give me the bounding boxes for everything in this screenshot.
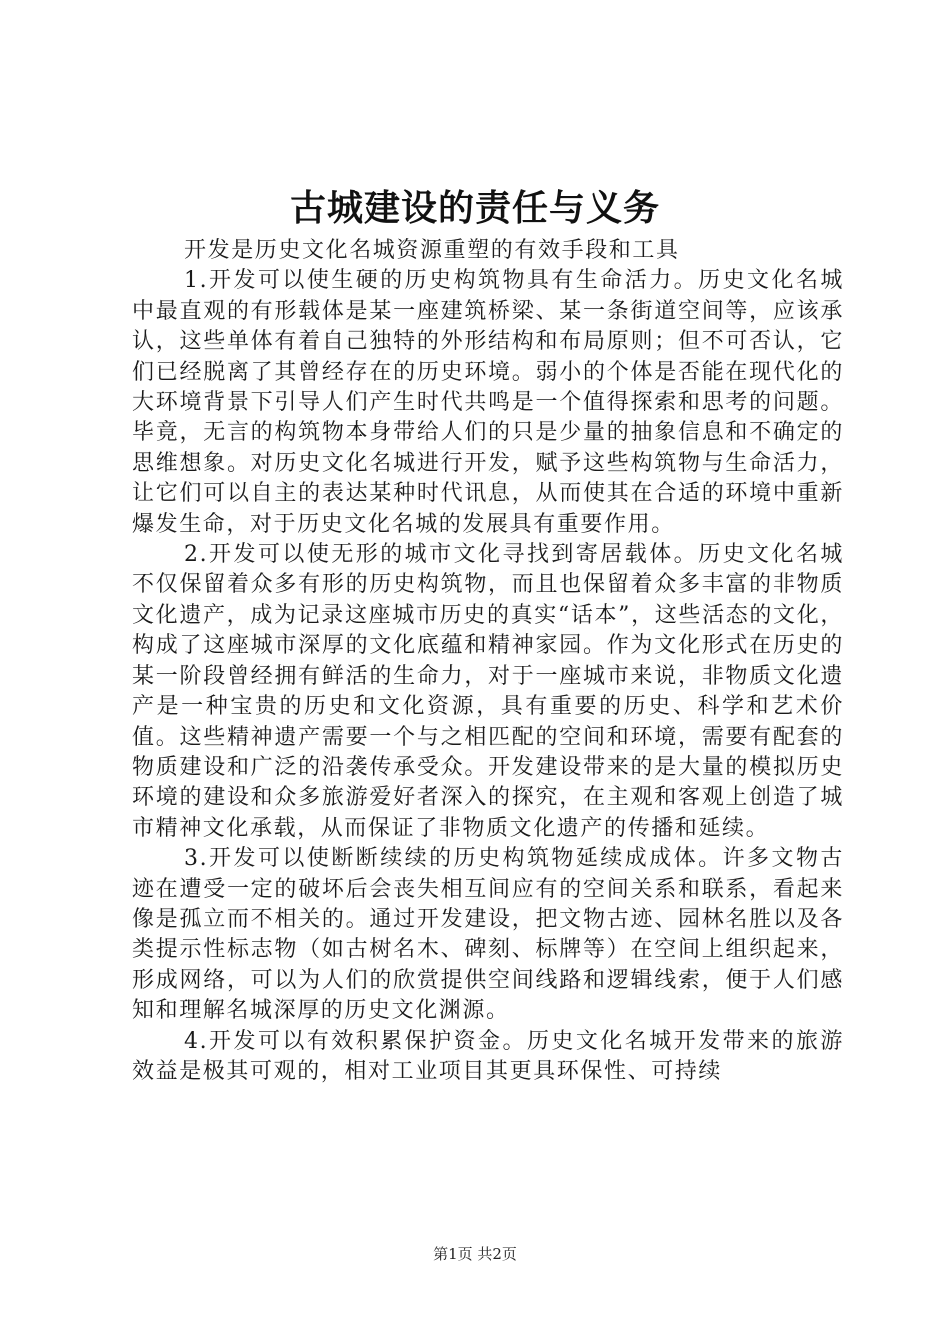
paragraph-3: 3.开发可以使断断续续的历史构筑物延续成成体。许多文物古迹在遭受一定的破坏后会丧失相互间应有的空间关系和联系，看起来像是孤立而不相关的。通过开发建设，把文物古迹、园林名胜以及各类提示性标志物（如古树名木、碑刻、标牌等）在空间上组织起来，形成网络，可以为人们的欣赏提供空间线路和逻辑线索，便于人们感知和理解名城深厚的历史文化渊源。 bbox=[132, 846, 844, 1024]
paragraph-4: 4.开发可以有效积累保护资金。历史文化名城开发带来的旅游效益是极其可观的，相对工业项目其更具环保性、可持续 bbox=[132, 1028, 844, 1084]
document-title: 古城建设的责任与义务 bbox=[289, 187, 660, 229]
paragraph-1: 1.开发可以使生硬的历史构筑物具有生命活力。历史文化名城中最直观的有形载体是某一座建筑桥梁、某一条街道空间等，应该承认，这些单体有着自己独特的外形结构和布局原则；但不可否认，它们已经脱离了其曾经存在的历史环境。弱小的个体是否能在现代化的大环境背景下引导人们产生时代共鸣是一个值得探索和思考的问题。毕竟，无言的构筑物本身带给人们的只是少量的抽象信息和不确定的思维想象。对历史文化名城进行开发，赋予这些构筑物与生命活力，让它们可以自主的表达某种时代讯息，从而使其在合适的环境中重新爆发生命，对于历史文化名城的发展具有重要作用。 bbox=[132, 268, 844, 537]
paragraph-subtitle: 开发是历史文化名城资源重塑的有效手段和工具 bbox=[184, 238, 680, 263]
paragraph-2: 2.开发可以使无形的城市文化寻找到寄居载体。历史文化名城不仅保留着众多有形的历史构筑物，而且也保留着众多丰富的非物质文化遗产，成为记录这座城市历史的真实“话本”，这些活态的文化，构成了这座城市深厚的文化底蕴和精神家园。作为文化形式在历史的某一阶段曾经拥有鲜活的生命力，对于一座城市来说，非物质文化遗产是一种宝贵的历史和文化资源，具有重要的历史、科学和艺术价值。这些精神遗产需要一个与之相匹配的空间和环境，需要有配套的物质建设和广泛的沿袭传承受众。开发建设带来的是大量的模拟历史环境的建设和众多旅游爱好者深入的探究，在主观和客观上创造了城市精神文化承载，从而保证了非物质文化遗产的传播和延续。 bbox=[132, 542, 844, 841]
page-number-footer: 第1页 共2页 bbox=[433, 1245, 517, 1263]
document-body bbox=[132, 236, 844, 1087]
